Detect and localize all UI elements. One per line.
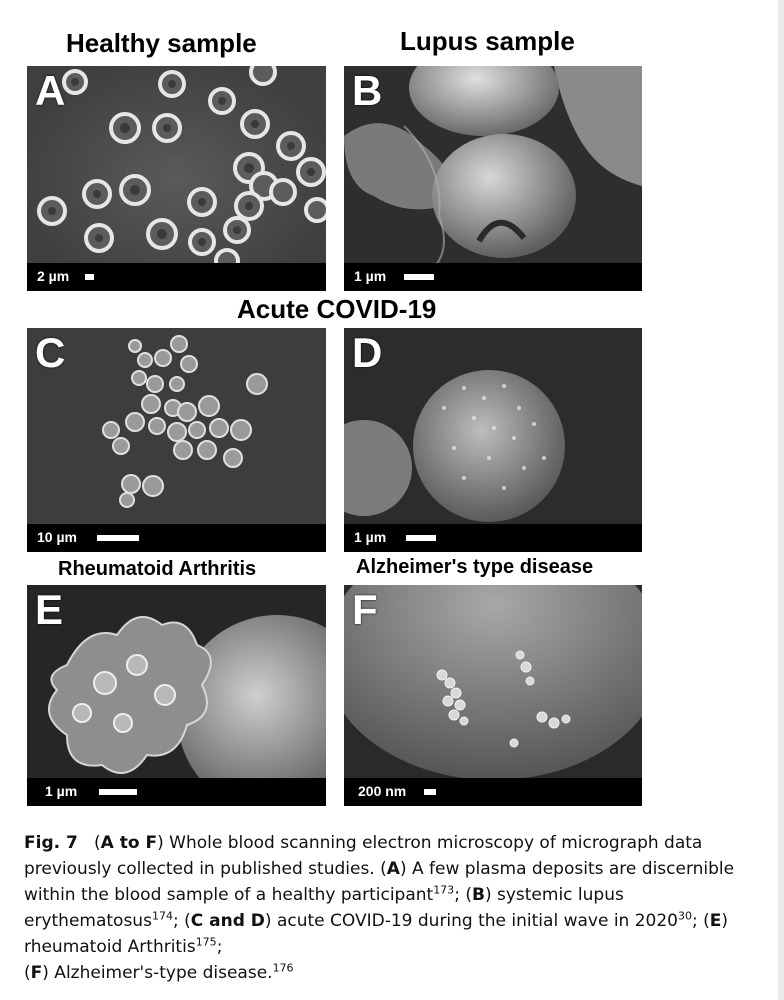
micrograph-panel-c	[27, 328, 326, 552]
scale-bar-b	[344, 263, 642, 291]
heading-healthy-sample: Healthy sample	[66, 28, 257, 58]
micrograph-panel-b	[344, 66, 642, 291]
micrograph-panel-a	[27, 66, 326, 291]
heading-rheumatoid-arthritis: Rheumatoid Arthritis	[58, 558, 257, 580]
scale-bar-a	[27, 263, 326, 291]
scale-bar-e	[27, 778, 326, 806]
caption-label-cd: C and D	[190, 911, 265, 931]
caption-range-label: A to F	[100, 833, 158, 853]
caption-ref-b: 174	[151, 909, 173, 923]
panel-letter-f: F	[352, 586, 378, 633]
scale-label-d: 1 µm	[354, 529, 387, 545]
caption-ref-f: 176	[272, 961, 294, 975]
micrograph-panel-d	[344, 328, 642, 552]
caption-text-7: ;	[692, 911, 704, 931]
heading-acute-covid: Acute COVID-19	[237, 294, 437, 324]
caption-ref-cd: 30	[678, 909, 692, 923]
caption-label-e: E	[709, 911, 722, 931]
figure-label: Fig. 7	[24, 833, 78, 853]
caption-text-3: ;	[454, 885, 466, 905]
micrograph-image-c	[27, 328, 326, 552]
figure-caption: Fig. 7 (A to F) Whole blood scanning electron microscopy of micrograph data previously collected in published studies. (A) A few plasma deposits are discernible within the blood sample of a healthy participant$^{173}$; (B) systemic lupus erythematosus$^{174}$; (C and D) acute COVID-19 during the initial wave in 2020$^{30}$; (E) rheumatoid Arthritis$^{175}$; (F) Alzheimer's-type disease.$^{176}$	[24, 833, 735, 983]
scale-label-f: 200 nm	[358, 783, 407, 799]
micrograph-image-e	[27, 585, 326, 806]
micrograph-panel-e	[27, 585, 326, 806]
scale-label-c: 10 µm	[37, 529, 77, 545]
caption-text-5: ;	[172, 911, 185, 931]
micrograph-image-b	[344, 66, 642, 291]
caption-text-6: acute COVID-19 during the initial wave in 2020	[271, 911, 678, 931]
caption-label-b: B	[471, 885, 485, 905]
scale-bar-f	[344, 778, 642, 806]
panel-letter-b: B	[352, 67, 383, 114]
caption-text-4: systemic lupus erythematosus	[24, 885, 624, 931]
heading-alzheimers: Alzheimer's type disease	[356, 556, 594, 578]
panel-letter-d: D	[352, 329, 383, 376]
scale-label-e: 1 µm	[45, 783, 78, 799]
scale-line-e	[99, 789, 137, 795]
caption-text-10: Alzheimer's-type disease.	[48, 963, 273, 983]
scale-line-a	[85, 274, 94, 280]
micrograph-panel-f	[344, 585, 642, 806]
micrograph-image-f	[344, 585, 642, 806]
caption-text-2: A few plasma deposits are discernible within the blood sample of a healthy participant	[24, 859, 735, 905]
panel-letter-a: A	[35, 67, 66, 114]
scale-label-b: 1 µm	[354, 268, 387, 284]
scale-line-c	[97, 535, 139, 541]
caption-text-9: ;	[216, 937, 223, 957]
micrograph-image-a	[27, 66, 326, 291]
scale-bar-c	[27, 524, 326, 552]
caption-label-f: F	[30, 963, 43, 983]
panel-letter-c: C	[35, 329, 66, 376]
caption-text-8: rheumatoid Arthritis	[24, 937, 196, 957]
scale-line-b	[404, 274, 434, 280]
scale-label-a: 2 µm	[37, 268, 70, 284]
scale-bar-d	[344, 524, 642, 552]
panel-letter-e: E	[35, 586, 64, 633]
page-edge	[778, 0, 784, 1000]
caption-ref-e: 175	[195, 935, 217, 949]
micrograph-image-d	[344, 328, 642, 552]
scale-line-f	[424, 789, 436, 795]
caption-text-1: Whole blood scanning electron microscopy of micrograph data previously collected in published studies.	[24, 833, 703, 879]
caption-ref-a: 173	[433, 883, 455, 897]
caption-label-a: A	[386, 859, 400, 879]
scale-line-d	[406, 535, 436, 541]
heading-lupus-sample: Lupus sample	[400, 26, 575, 56]
